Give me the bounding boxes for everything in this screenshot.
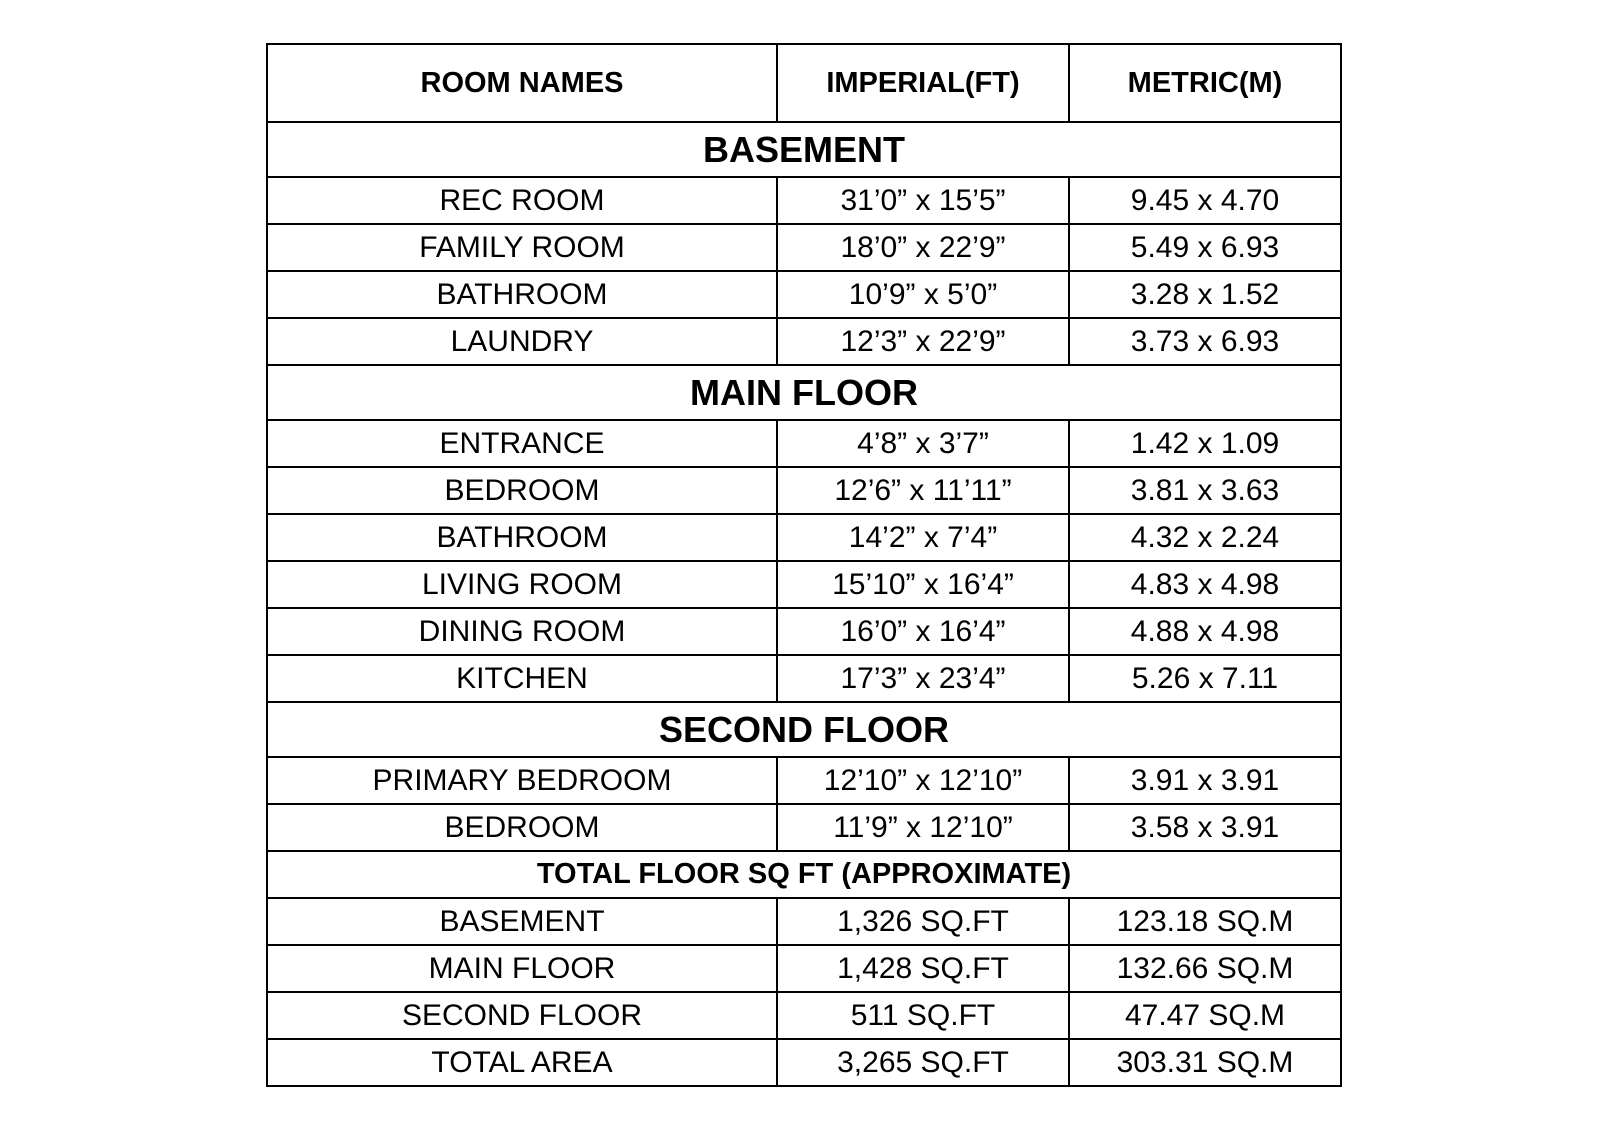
metric-area: 123.18 SQ.M [1069, 898, 1341, 945]
table-row [267, 608, 1341, 655]
table-row [267, 420, 1341, 467]
floor-name: BASEMENT [267, 898, 777, 945]
imperial-value: 11’9” x 12’10” [777, 804, 1069, 851]
metric-value: 1.42 x 1.09 [1069, 420, 1341, 467]
room-name: LAUNDRY [267, 318, 777, 365]
header-room-names: ROOM NAMES [267, 44, 777, 122]
metric-value: 5.49 x 6.93 [1069, 224, 1341, 271]
imperial-area: 511 SQ.FT [777, 992, 1069, 1039]
imperial-value: 15’10” x 16’4” [777, 561, 1069, 608]
table-row [267, 514, 1341, 561]
table-row [267, 898, 1341, 945]
room-dimensions-table [266, 43, 1342, 1087]
imperial-value: 10’9” x 5’0” [777, 271, 1069, 318]
section-title: SECOND FLOOR [267, 702, 1341, 757]
metric-area: 47.47 SQ.M [1069, 992, 1341, 1039]
section-basement [267, 122, 1341, 177]
room-name: KITCHEN [267, 655, 777, 702]
imperial-value: 12’3” x 22’9” [777, 318, 1069, 365]
metric-value: 3.91 x 3.91 [1069, 757, 1341, 804]
table-row [267, 271, 1341, 318]
imperial-value: 16’0” x 16’4” [777, 608, 1069, 655]
section-main-floor [267, 365, 1341, 420]
imperial-value: 14’2” x 7’4” [777, 514, 1069, 561]
imperial-value: 17’3” x 23’4” [777, 655, 1069, 702]
metric-value: 3.58 x 3.91 [1069, 804, 1341, 851]
table-row [267, 1039, 1341, 1086]
room-name: BATHROOM [267, 271, 777, 318]
section-second-floor [267, 702, 1341, 757]
metric-value: 3.73 x 6.93 [1069, 318, 1341, 365]
room-name: REC ROOM [267, 177, 777, 224]
table-row [267, 318, 1341, 365]
section-title: BASEMENT [267, 122, 1341, 177]
room-name: DINING ROOM [267, 608, 777, 655]
header-row [267, 44, 1341, 122]
table-row [267, 945, 1341, 992]
section-title: TOTAL FLOOR SQ FT (APPROXIMATE) [267, 851, 1341, 898]
floor-name: SECOND FLOOR [267, 992, 777, 1039]
table-row [267, 224, 1341, 271]
imperial-value: 18’0” x 22’9” [777, 224, 1069, 271]
metric-value: 4.83 x 4.98 [1069, 561, 1341, 608]
imperial-value: 12’10” x 12’10” [777, 757, 1069, 804]
room-name: BEDROOM [267, 467, 777, 514]
metric-value: 4.32 x 2.24 [1069, 514, 1341, 561]
floor-name: TOTAL AREA [267, 1039, 777, 1086]
room-name: ENTRANCE [267, 420, 777, 467]
room-name: BEDROOM [267, 804, 777, 851]
table-row [267, 655, 1341, 702]
table-row [267, 757, 1341, 804]
metric-value: 3.81 x 3.63 [1069, 467, 1341, 514]
room-name: PRIMARY BEDROOM [267, 757, 777, 804]
metric-area: 303.31 SQ.M [1069, 1039, 1341, 1086]
room-name: BATHROOM [267, 514, 777, 561]
metric-value: 4.88 x 4.98 [1069, 608, 1341, 655]
metric-area: 132.66 SQ.M [1069, 945, 1341, 992]
imperial-area: 1,326 SQ.FT [777, 898, 1069, 945]
imperial-value: 31’0” x 15’5” [777, 177, 1069, 224]
room-name: LIVING ROOM [267, 561, 777, 608]
floor-name: MAIN FLOOR [267, 945, 777, 992]
table-row [267, 992, 1341, 1039]
imperial-value: 4’8” x 3’7” [777, 420, 1069, 467]
table-row [267, 177, 1341, 224]
header-imperial: IMPERIAL(FT) [777, 44, 1069, 122]
table-row [267, 467, 1341, 514]
metric-value: 9.45 x 4.70 [1069, 177, 1341, 224]
imperial-value: 12’6” x 11’11” [777, 467, 1069, 514]
room-name: FAMILY ROOM [267, 224, 777, 271]
table-row [267, 804, 1341, 851]
imperial-area: 3,265 SQ.FT [777, 1039, 1069, 1086]
imperial-area: 1,428 SQ.FT [777, 945, 1069, 992]
metric-value: 3.28 x 1.52 [1069, 271, 1341, 318]
section-totals [267, 851, 1341, 898]
header-metric: METRIC(M) [1069, 44, 1341, 122]
section-title: MAIN FLOOR [267, 365, 1341, 420]
metric-value: 5.26 x 7.11 [1069, 655, 1341, 702]
table-row [267, 561, 1341, 608]
